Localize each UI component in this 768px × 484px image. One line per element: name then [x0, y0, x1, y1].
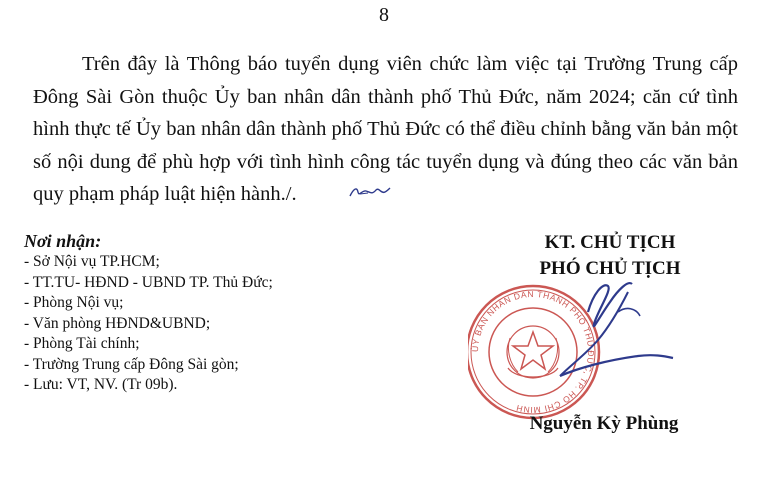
official-seal-icon [468, 272, 678, 422]
page-number: 8 [379, 4, 389, 26]
signature-title-line2: PHÓ CHỦ TỊCH [539, 258, 681, 279]
svg-text:ỦY BAN NHÂN DÂN THÀNH PHỐ THỦ: ỦY BAN NHÂN DÂN THÀNH PHỐ THỦ ĐỨC, TP. HỒ CHÍ MINH [469, 288, 597, 416]
recipients-section [24, 230, 444, 396]
list-item: - Phòng Tài chính; [24, 335, 140, 352]
list-item: - Văn phòng HĐND&UBND; [24, 314, 211, 332]
seal-and-signature [468, 272, 678, 422]
recipients-list [24, 252, 444, 396]
recipients-title: Nơi nhận: [24, 231, 102, 251]
handwritten-initials-icon [299, 178, 392, 211]
list-item: - Phòng Nội vụ; [24, 294, 124, 311]
list-item: - TT.TU- HĐND - UBND TP. Thủ Đức; [24, 273, 273, 291]
body-paragraph-text: Trên đây là Thông báo tuyển dụng viên chức làm việc tại Trường Trung cấp Đông Sài Gòn thuộc Ủy ban nhân dân thành phố Thủ Đức, năm 2024; căn cứ tình hình thực tế Ủy ban nhân dân thành phố Thủ Đức có thể điều chỉnh bằng văn bản một số nội dung để phù hợp với tình hình công tác tuyển dụng và đúng theo các văn bản quy phạm pháp luật hiện hành./. [33, 53, 738, 205]
list-item: - Trường Trung cấp Đông Sài gòn; [24, 355, 239, 373]
handwritten-signature-icon [560, 283, 673, 376]
list-item: - Lưu: VT, NV. (Tr 09b). [24, 376, 178, 393]
signature-title-line1: KT. CHỦ TỊCH [544, 232, 676, 253]
signer-name: Nguyễn Kỳ Phùng [529, 413, 679, 434]
list-item: - Sở Nội vụ TP.HCM; [24, 253, 160, 270]
body-paragraph [33, 48, 738, 211]
